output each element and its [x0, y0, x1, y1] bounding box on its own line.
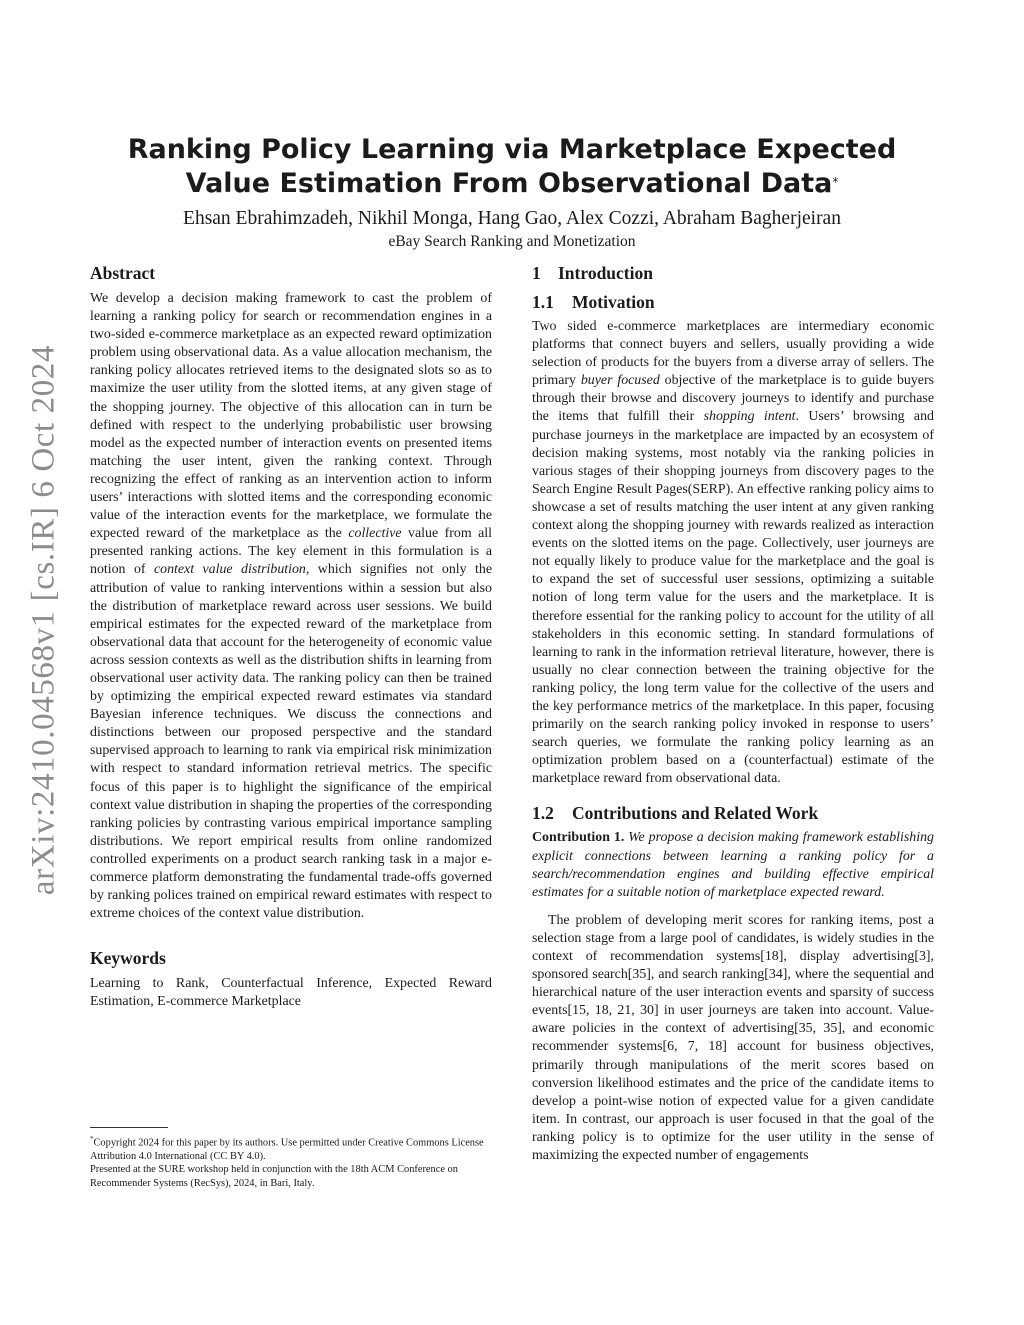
motivation-text: Two sided e-commerce marketplaces are intermediary economic platforms that connect buyers and sellers, usually providing a wide selection of products for the buyers from a diverse array of sellers. The primary buyer focused objective of the marketplace is to guide buyers through their browse and discovery journeys to identify and purchase the items that fulfill their shopping intent. Users’ browsing and purchase journeys in the marketplace are impacted by an ecosystem of decision making systems, most notably via the ranking policies in various stages of their shopping journeys from discovery pages to the Search Engine Result Pages(SERP). An effective ranking policy aims to showcase a set of results matching the user intent at any given ranking context along the shopping journey with rewards realized as interaction events on the slotted items on the page. Collectively, user journeys are not equally likely to produce value for the marketplace and the goal is to expand the set of successful user sessions, optimizing a suitable notion of long term value for the users and the marketplace. It is therefore essential for the ranking policy to account for the utility of all stakeholders in this economic setting. In standard formulations of learning to rank in the information retrieval literature, however, there is usually no clear connection between the training objective for the ranking policy, the long term value for the collective of the users and the key performance metrics of the marketplace. In this paper, focusing primarily on the search ranking policy invoked in response to users’ search queries, we formulate the ranking policy learning as an optimization problem based on a (counterfactual) estimate of the marketplace reward from observational data.	[532, 319, 935, 787]
affiliation: eBay Search Ranking and Monetization	[388, 233, 636, 250]
copyright-footnote: *Copyright 2024 for this paper by its authors. Use permitted under Creative Commons License Attribution 4.0 International (CC BY 4.0).	[90, 1135, 484, 1162]
section-heading-introduction: 1 Introduction	[532, 263, 653, 283]
keywords-text: Learning to Rank, Counterfactual Inference, Expected Reward Estimation, E-commerce Marketplace	[90, 976, 492, 1010]
title-footnote-marker: *	[832, 175, 839, 189]
left-column	[90, 262, 492, 1011]
paper-title: Ranking Policy Learning via Marketplace Expected Value Estimation From Observational Data*	[127, 134, 897, 199]
footnotes	[90, 1133, 492, 1190]
subsection-heading-motivation: 1.1 Motivation	[532, 292, 655, 312]
arxiv-identifier: arXiv:2410.04568v1 [cs.IR] 6 Oct 2024	[25, 344, 62, 896]
subsection-heading-contributions: 1.2 Contributions and Related Work	[532, 803, 819, 824]
right-column	[532, 262, 934, 1165]
keywords-heading: Keywords	[90, 948, 166, 969]
abstract-heading: Abstract	[90, 263, 156, 283]
footnote-divider	[90, 1127, 168, 1128]
venue-footnote: Presented at the SURE workshop held in conjunction with the 18th ACM Conference on Recommender Systems (RecSys), 2024, in Bari, Italy.	[90, 1164, 458, 1189]
author-list: Ehsan Ebrahimzadeh, Nikhil Monga, Hang Gao, Alex Cozzi, Abraham Bagherjeiran	[183, 208, 841, 229]
abstract-text: We develop a decision making framework to cast the problem of learning a ranking policy for search or recommendation engines in a two-sided e-commerce marketplace as an expected reward optimization problem using observational data. As a value allocation mechanism, the ranking policy allocates retrieved items to the designated slots so as to maximize the user utility from the slotted items, at any given stage of the shopping journey. The objective of this allocation can in turn be defined with respect to the underlying probabilistic user browsing model as the expected number of interaction events on presented items matching the user intent, given the ranking context. Through recognizing the effect of ranking as an intervention action to inform users’ interactions with slotted items and the corresponding economic value of the interaction events for the marketplace, we formulate the expected reward of the marketplace as the collective value from all presented ranking actions. The key element in this formulation is a notion of context value distribution, which signifies not only the attribution of value to ranking interventions within a session but also the distribution of marketplace reward across user sessions. We build empirical estimates for the expected reward of the marketplace from observational data that account for the heterogeneity of economic value across session contexts as well as the distribution shifts in learning from observational user activity data. The ranking policy can then be trained by optimizing the empirical expected reward estimates via standard Bayesian inference techniques. We discuss the connections and distinctions between our proposed perspective and the standard supervised approach to learning to rank via empirical risk minimization with respect to standard information retrieval metrics. The specific focus of this paper is to highlight the significance of the empirical context value distribution in shaping the properties of the corresponding ranking policies by contrasting various empirical importance sampling distributions. We report empirical results from online randomized controlled experiments on a product search ranking task in a major e-commerce platform demonstrating the fundamental trade-offs governed by ranking polices trained on empirical reward estimates with respect to extreme choices of the context value distribution.	[90, 291, 492, 922]
related-work-text: The problem of developing merit scores for ranking items, post a selection stage from a large pool of candidates, is widely studies in the context of recommendation systems[18], display advertising[3], sponsored search[35], and search ranking[34], where the sequential and hierarchical nature of the user interaction events and sparsity of success events[15, 18, 21, 30] in user journeys are taken into account. Value-aware policies in the context of advertising[35, 35], and economic recommender systems[6, 7, 18] account for business objectives, primarily through manipulations of the merit scores based on conversion likelihood estimates and the price of the candidate items to develop a point-wise notion of expected value for a given candidate item. In contrast, our approach is user focused in that the goal of the ranking policy is to optimize for the user utility in the sense of maximizing the expected number of engagements	[532, 912, 934, 1164]
contribution-statement: Contribution 1. We propose a decision making framework establishing explicit connections between learning a ranking policy for a search/recommendation engines and building effective empirical estimates for a suitable notion of marketplace expected reward.	[532, 830, 934, 900]
